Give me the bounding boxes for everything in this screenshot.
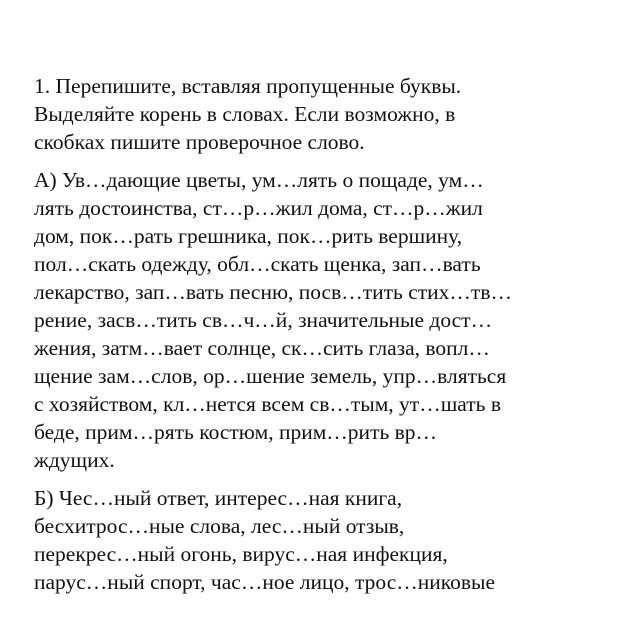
instruction-line: 1. Перепишите, вставляя пропущенные буквы.	[34, 74, 462, 98]
part-a-line: беде, прим…рять костюм, прим…рить вр…	[34, 420, 438, 444]
part-a-line: жения, затм…вает солнце, ск…сить глаза, вопл…	[34, 336, 490, 360]
part-a-line: А) Ув…дающие цветы, ум…лять о пощаде, ум…	[34, 168, 484, 192]
part-a-line: рение, засв…тить св…ч…й, значительные дост…	[34, 308, 493, 332]
exercise-part-a	[34, 166, 624, 474]
part-b-line: перекрес…ный огонь, вирус…ная инфекция,	[34, 542, 448, 566]
part-b-line: бесхитрос…ные слова, лес…ный отзыв,	[34, 514, 405, 538]
part-b-line: Б) Чес…ный ответ, интерес…ная книга,	[34, 486, 403, 510]
part-a-line: пол…скать одежду, обл…скать щенка, зап…вать	[34, 252, 481, 276]
part-a-line: лять достоинства, ст…р…жил дома, ст…р…жил	[34, 196, 483, 220]
part-a-line: ждущих.	[34, 448, 115, 472]
instruction-line: скобках пишите проверочное слово.	[34, 130, 365, 154]
instruction-line: Выделяйте корень в словах. Если возможно, в	[34, 102, 456, 126]
exercise-part-b	[34, 484, 624, 596]
part-a-line: с хозяйством, кл…нется всем св…тым, ут…шать в	[34, 392, 501, 416]
part-b-line: парус…ный спорт, час…ное лицо, трос…никовые	[34, 570, 496, 594]
part-a-line: лекарство, зап…вать песню, посв…тить стих…тв…	[34, 280, 512, 304]
part-a-line: щение зам…слов, ор…шение земель, упр…вляться	[34, 364, 507, 388]
exercise-document	[34, 72, 624, 596]
part-a-line: дом, пок…рать грешника, пок…рить вершину,	[34, 224, 463, 248]
task-instruction	[34, 72, 624, 156]
